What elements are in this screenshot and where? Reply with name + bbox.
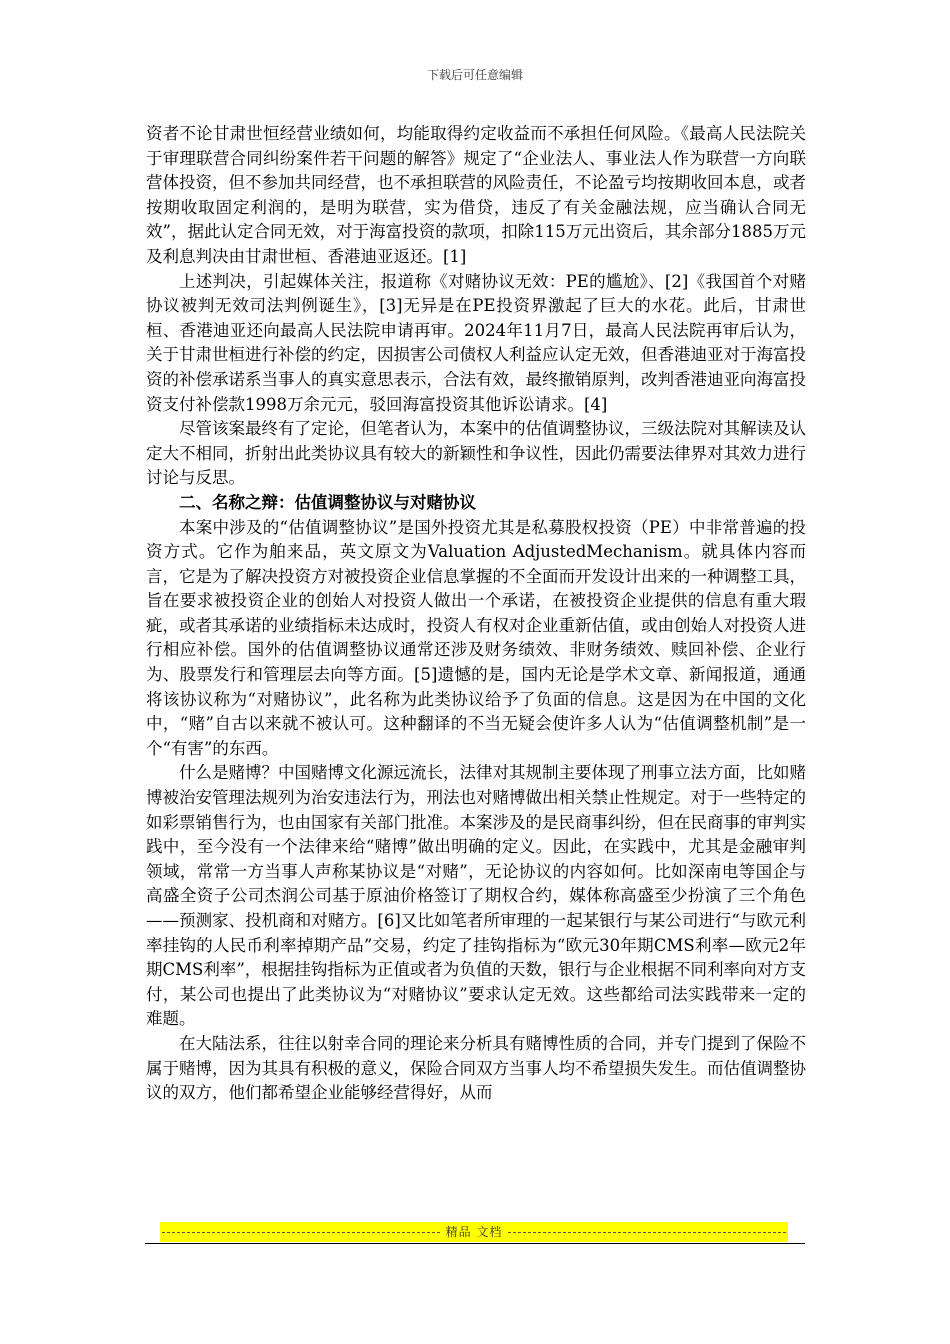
paragraph-2: 上述判决，引起媒体关注，报道称《对赌协议无效：PE的尴尬》、[2]《我国首个对赌协议被判无效司法判例诞生》，[3]无异是在PE投资界激起了巨大的水花。此后，甘肃世桓、香港迪亚还向最高人民法院申请再审。2024年11月7日，最高人民法院再审后认为，关于甘肃世桓进行补偿的约定，因损害公司债权人利益应认定无效，但香港迪亚对于海富投资的补偿承诺系当事人的真实意思表示，合法有效，最终撤销原判，改判香港迪亚向海富投资支付补偿款1998万余元元，驳回海富投资其他诉讼请求。[4] xyxy=(146,271,806,414)
footer-dash-left xyxy=(162,1232,440,1233)
paragraph-3: 尽管该案最终有了定论，但笔者认为，本案中的估值调整协议，三级法院对其解读及认定大不相同，折射出此类协议具有较大的新颖性和争议性，因此仍需要法律界对其效力进行讨论与反思。 xyxy=(146,419,806,488)
paragraph-6: 在大陆法系，往往以射幸合同的理论来分析具有赌博性质的合同，并专门提到了保险不属于赌博，因为其具有积极的意义，保险合同双方当事人均不希望损失发生。而估值调整协议的双方，他们都希望企业能够经营得好，从而 xyxy=(146,1033,806,1103)
page-header: 下载后可任意编辑 xyxy=(426,68,523,82)
paragraph-5: 什么是赌博？中国赌博文化源远流长，法律对其规制主要体现了刑事立法方面，比如赌博被治安管理法规列为治安违法行为，刑法也对赌博做出相关禁止性规定。对于一些特定的如彩票销售行为，也由国家有关部门批准。本案涉及的是民商事纠纷，但在民商事的审判实践中，至今没有一个法律来给“赌博”做出明确的定义。因此，在实践中，尤其是金融审判领域，常常一方当事人声称某协议是“对赌”，无论协议的内容如何。比如深南电等国企与高盛全资子公司杰润公司基于原油价格签订了期权合约，媒体称高盛至少扮演了三个角色——预测家、投机商和对赌方。[6]又比如笔者所审理的一起某银行与某公司进行“与欧元利率挂钩的人民币利率掉期产品”交易，约定了挂钩指标为“欧元30年期CMS利率—欧元2年期CMS利率”，根据挂钩指标为正值或者为负值的天数，银行与企业根据不同利率向对方支付，某公司也提出了此类协议为“对赌协议”要求认定无效。这些都给司法实践带来一定的难题。 xyxy=(146,763,806,1029)
paragraph-4: 本案中涉及的“估值调整协议”是国外投资尤其是私募股权投资（PE）中非常普遍的投资方式。它作为舶来品，英文原文为Valuation AdjustedMechanism。就具体内容而言，它是为了解决投资方对被投资企业信息掌握的不全面而开发设计出来的一种调整工具，旨在要求被投资企业的创始人对投资人做出一个承诺，在被投资企业提供的信息有重大瑕疵，或者其承诺的业绩指标未达成时，投资人有权对企业重新估值，或由创始人对投资人进行相应补偿。国外的估值调整协议通常还涉及财务绩效、非财务绩效、赎回补偿、企业行为、股票发行和管理层去向等方面。[5]遗憾的是，国内无论是学术文章、新闻报道，通通将该协议称为“对赌协议”，此名称为此类协议给予了负面的信息。这是因为在中国的文化中，“赌”自古以来就不被认可。这种翻译的不当无疑会使许多人认为“估值调整机制”是一个“有害”的东西。 xyxy=(146,517,806,758)
paragraph-1: 资者不论甘肃世恒经营业绩如何，均能取得约定收益而不承担任何风险。《最高人民法院关于审理联营合同纠纷案件若干问题的解答》规定了“企业法人、事业法人作为联营一方向联营体投资，但不参加共同经营，也不承担联营的风险责任，不论盈亏均按期收回本息，或者按期收取固定利润的，是明为联营，实为借贷，违反了有关金融法规，应当确认合同无效”，据此认定合同无效，对于海富投资的款项，扣除115万元出资后，其余部分1885万元及利息判决由甘肃世桓、香港迪亚返还。[1] xyxy=(146,124,806,266)
footer-rule xyxy=(145,1243,805,1244)
footer-dash-right xyxy=(508,1232,786,1233)
footer-text: 精品 文档 xyxy=(445,1225,503,1239)
page-footer-banner xyxy=(160,1222,788,1242)
document-body xyxy=(146,122,806,1106)
section-heading: 二、名称之辩：估值调整协议与对赌协议 xyxy=(179,492,476,512)
